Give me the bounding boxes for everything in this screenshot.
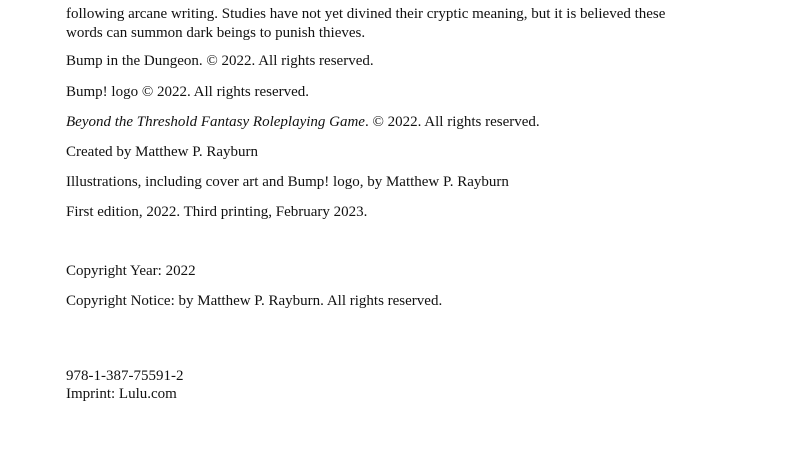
btt-copyright [66,114,540,131]
isbn: 978-1-387-75591-2 [66,368,184,384]
btt-game-title: Beyond the Threshold Fantasy Roleplaying Game [66,114,365,130]
bump-in-the-dungeon-copyright: Bump in the Dungeon. © 2022. All rights reserved. [66,53,374,69]
illustrations-credit: Illustrations, including cover art and Bump! logo, by Matthew P. Rayburn [66,174,509,190]
bump-logo-copyright: Bump! logo © 2022. All rights reserved. [66,84,310,100]
copyright-notice: Copyright Notice: by Matthew P. Rayburn. All rights reserved. [66,293,443,309]
imprint: Imprint: Lulu.com [66,386,177,402]
btt-copyright-rest: . © 2022. All rights reserved. [364,114,540,130]
edition-info: First edition, 2022. Third printing, February 2023. [66,204,368,220]
created-by: Created by Matthew P. Rayburn [66,144,259,160]
copyright-year: Copyright Year: 2022 [66,263,196,279]
intro-line-2: words can summon dark beings to punish thieves. [66,25,366,41]
intro-line-1: following arcane writing. Studies have not yet divined their cryptic meaning, but it is believed these [66,6,666,22]
